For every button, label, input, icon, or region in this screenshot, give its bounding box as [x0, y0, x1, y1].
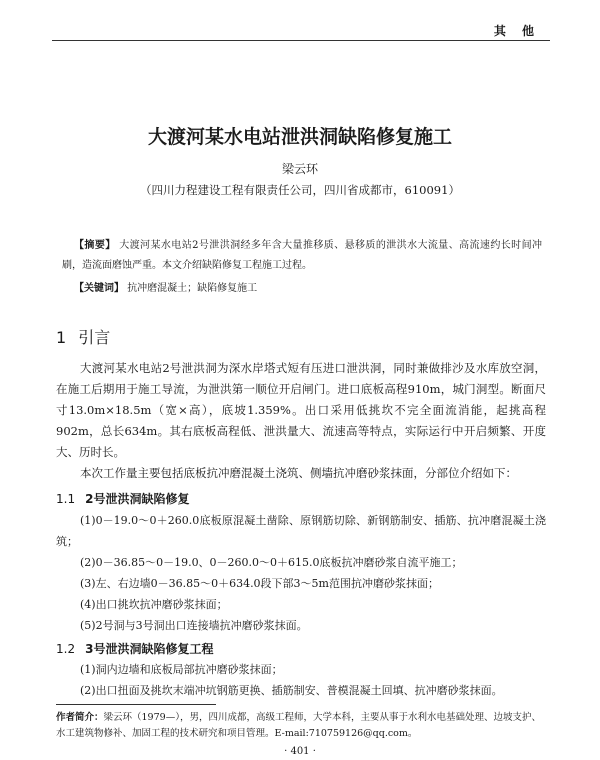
author-footnote	[56, 710, 546, 742]
running-head: 其 他	[493, 24, 540, 38]
author-affiliation: （四川力程建设工程有限责任公司，四川省成都市，610091）	[140, 183, 460, 197]
abstract	[62, 236, 542, 276]
subsection-title: 3号泄洪洞缺陷修复工程	[85, 642, 214, 656]
subsection-heading-1-1	[56, 490, 189, 507]
section-heading-intro	[56, 325, 110, 348]
footnote-text: 梁云环（1979—），男，四川成都，高级工程师，大学本科，主要从事于水利水电基础处理、边坡支护、水工建筑物修补、加固工程的技术研究和项目管理。E-mail:710759126@qq.com。	[56, 712, 541, 739]
section-title: 引言	[78, 328, 111, 347]
list-item: (1)0－19.0～0＋260.0底板原混凝土凿除、原钢筋切除、新钢筋制安、插筋、抗冲磨混凝土浇筑；	[56, 514, 546, 548]
subsection-number: 1.1	[56, 492, 76, 506]
subsection-heading-1-2	[56, 640, 213, 657]
list-item: (5)2号洞与3号洞出口连接墙抗冲磨砂浆抹面。	[80, 619, 308, 632]
keywords-label: 【关键词】	[74, 283, 124, 294]
keywords-text: 抗冲磨混凝土；缺陷修复施工	[127, 283, 258, 294]
footnote-rule	[56, 704, 216, 705]
intro-paragraph: 本次工作量主要包括底板抗冲磨混凝土浇筑、侧墙抗冲磨砂浆抹面，分部位介绍如下：	[80, 466, 517, 480]
abstract-label: 【摘要】	[74, 240, 116, 251]
list-item: (2)0－36.85～0－19.0、0－260.0～0＋615.0底板抗冲磨砂浆自流平施工；	[80, 556, 463, 569]
intro-paragraph: 大渡河某水电站2号泄洪洞为深水岸塔式短有压进口泄洪洞，同时兼做排沙及水库放空洞，在施工后期用于施工导流，为泄洪第一顺位开启闸门。进口底板高程910m，城门洞型。断面尺寸13.0m×18.5m（宽×高），底坡1.359%。出口采用低挑坎不完全面流消能，起挑高程902m，总长634m。其右底板高程低、泄洪量大、流速高等特点，实际运行中开启频繁、开度大、历时长。	[56, 361, 546, 459]
list-item: (1)洞内边墙和底板局部抗冲磨砂浆抹面；	[80, 663, 283, 676]
list-item: (2)出口扭面及挑坎末端冲坑钢筋更换、插筋制安、普模混凝土回填、抗冲磨砂浆抹面。	[80, 684, 503, 697]
keywords	[74, 279, 542, 299]
subsection-number: 1.2	[56, 642, 76, 656]
list-item: (3)左、右边墙0－36.85～0＋634.0段下部3～5m范围抗冲磨砂浆抹面；	[80, 577, 439, 590]
page-number: · 401 ·	[284, 746, 316, 757]
header-rule	[52, 40, 550, 41]
author-name: 梁云环	[281, 162, 318, 176]
list-item: (4)出口挑坎抗冲磨砂浆抹面；	[80, 598, 228, 611]
abstract-text: 大渡河某水电站2号泄洪洞经多年含大量推移质、悬移质的泄洪水大流量、高流速约长时间冲刷，造流面磨蚀严重。本文介绍缺陷修复工程施工过程。	[62, 240, 542, 271]
paper-title: 大渡河某水电站泄洪洞缺陷修复施工	[147, 126, 452, 148]
footnote-label: 作者简介：	[56, 712, 104, 723]
subsection-title: 2号泄洪洞缺陷修复	[85, 492, 190, 506]
section-number: 1	[56, 328, 67, 347]
